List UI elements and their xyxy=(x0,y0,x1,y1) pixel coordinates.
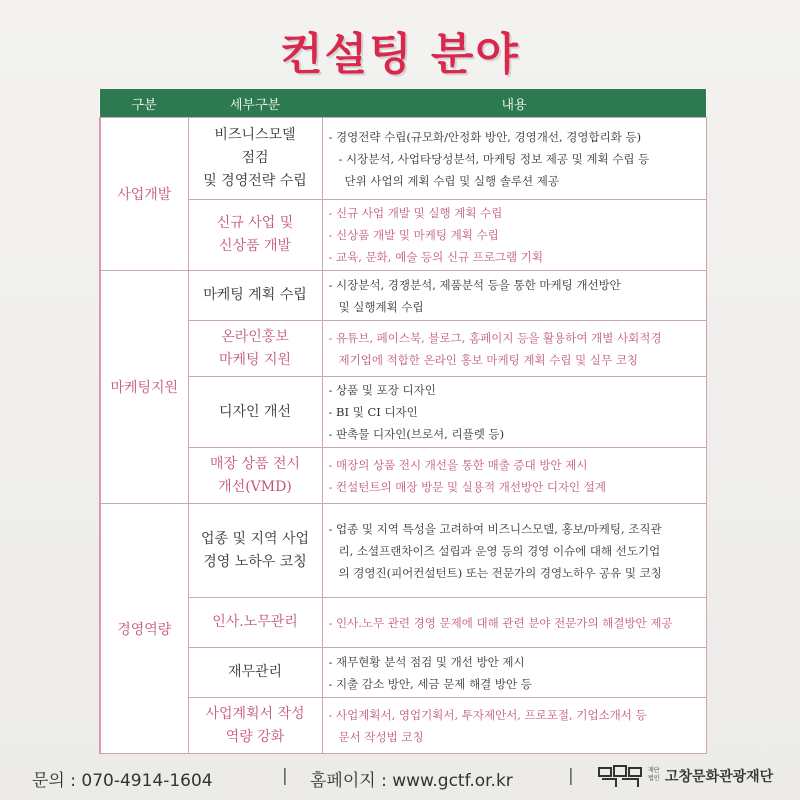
subcategory-cell xyxy=(188,698,322,754)
category-management-capability: 경영역량 xyxy=(100,504,188,754)
content-line: - 매장의 상품 전시 개선을 통한 매출 증대 방안 제시 xyxy=(328,457,588,472)
content-cell xyxy=(322,321,706,377)
org-prefix xyxy=(648,767,660,783)
content-line: - 상품 및 포장 디자인 xyxy=(328,383,436,397)
content-line: - 판촉물 디자인(브로셔, 리플렛 등) xyxy=(328,427,505,441)
content-line: - 유튜브, 페이스북, 블로그, 홈페이지 등을 활용하여 개별 사회적경 xyxy=(328,330,662,345)
consulting-table xyxy=(99,89,707,754)
org-name: 고창문화관광재단 xyxy=(665,769,774,785)
content-cell xyxy=(322,504,706,598)
content-line: 제기업에 적합한 온라인 홍보 마케팅 계획 수립 및 실무 코칭 xyxy=(338,352,639,367)
table-row xyxy=(100,698,706,754)
subcategory-cell xyxy=(188,598,322,648)
content-cell xyxy=(322,271,706,321)
subcategory-cell xyxy=(188,448,322,504)
subcategory-cell xyxy=(188,271,322,321)
subcategory-line: 점검 xyxy=(241,150,269,166)
table-header-row xyxy=(100,89,706,118)
subcategory-cell xyxy=(188,504,322,598)
content-line: - 신상품 개발 및 마케팅 계획 수립 xyxy=(328,228,499,242)
content-line: 의 경영진(피어컨설턴트) 또는 전문가의 경영노하우 공유 및 코칭 xyxy=(338,565,662,580)
category-marketing-support: 마케팅지원 xyxy=(100,271,188,504)
subcategory-line: 역량 강화 xyxy=(225,728,285,745)
content-line: - 시장분석, 사업타당성분석, 마케팅 정보 제공 및 계획 수립 등 xyxy=(338,151,650,166)
subcategory-line: 업종 및 지역 사업 xyxy=(200,530,310,547)
table-row xyxy=(100,321,706,377)
subcategory-line: 및 경영전략 수립 xyxy=(203,173,307,189)
content-cell xyxy=(322,118,706,200)
footer-separator: | xyxy=(568,766,574,786)
table-row xyxy=(100,598,706,648)
subcategory-line: 온라인홍보 xyxy=(221,328,289,345)
content-cell xyxy=(322,698,706,754)
content-line: 리, 소셜프랜차이즈 설립과 운영 등의 경영 이슈에 대해 선도기업 xyxy=(338,543,661,558)
subcategory-line: 디자인 개선 xyxy=(218,403,292,420)
subcategory-line: 개선(VMD) xyxy=(218,478,292,495)
subcategory-line: 인사.노무관리 xyxy=(212,614,298,630)
foundation-logo-icon xyxy=(598,765,644,789)
subcategory-line: 신상품 개발 xyxy=(218,238,292,254)
header-content: 내용 xyxy=(322,89,706,118)
subcategory-line: 재무관리 xyxy=(227,664,283,680)
subcategory-line: 경영 노하우 코칭 xyxy=(203,553,307,570)
content-line: - 신규 사업 개발 및 실행 계획 수립 xyxy=(328,206,503,220)
table-row xyxy=(100,504,706,598)
content-line: - 컨설턴트의 매장 방문 및 실용적 개선방안 디자인 설계 xyxy=(328,479,607,494)
content-line: - 업종 및 지역 특성을 고려하여 비즈니스모델, 홍보/마케팅, 조직관 xyxy=(328,521,662,536)
table-row xyxy=(100,648,706,698)
header-subcategory: 세부구분 xyxy=(188,89,322,118)
subcategory-cell xyxy=(188,648,322,698)
content-line: 문서 작성법 코칭 xyxy=(338,729,424,744)
table-row xyxy=(100,271,706,321)
subcategory-line: 매장 상품 전시 xyxy=(209,455,301,472)
org-prefix-line: 법인 xyxy=(648,775,660,782)
content-line: - 지출 감소 방안, 세금 문제 해결 방안 등 xyxy=(328,676,532,691)
content-cell xyxy=(322,377,706,448)
category-business-development: 사업개발 xyxy=(100,118,188,271)
content-cell xyxy=(322,598,706,648)
subcategory-cell xyxy=(188,200,322,271)
content-line: - 경영전략 수립(규모화/안정화 방안, 경영개선, 경영합리화 등) xyxy=(328,129,642,144)
content-line: 및 실행계획 수립 xyxy=(338,299,424,314)
content-line: - 시장분석, 경쟁분석, 제품분석 등을 통한 마케팅 개선방안 xyxy=(328,277,621,292)
content-line: - BI 및 CI 디자인 xyxy=(328,405,418,419)
subcategory-line: 마케팅 지원 xyxy=(218,351,292,368)
subcategory-line: 사업계획서 작성 xyxy=(205,705,305,722)
content-line: - 교육, 문화, 예술 등의 신규 프로그램 기획 xyxy=(328,250,544,264)
homepage-link[interactable]: 홈페이지 : www.gctf.or.kr xyxy=(310,771,513,791)
subcategory-line: 신규 사업 및 xyxy=(216,215,294,231)
header-category: 구분 xyxy=(100,89,188,118)
subcategory-cell xyxy=(188,118,322,200)
subcategory-line: 비즈니스모델 xyxy=(214,127,296,143)
content-cell xyxy=(322,200,706,271)
table-row xyxy=(100,448,706,504)
table-row xyxy=(100,377,706,448)
page-title: 컨설팅 분야 xyxy=(280,29,520,80)
table-row xyxy=(100,118,706,200)
subcategory-cell xyxy=(188,377,322,448)
footer-separator: | xyxy=(282,766,288,786)
subcategory-line: 마케팅 계획 수립 xyxy=(203,287,307,303)
content-cell xyxy=(322,648,706,698)
contact-phone: 문의 : 070-4914-1604 xyxy=(32,771,213,791)
subcategory-cell xyxy=(188,321,322,377)
org-prefix-line: 재단 xyxy=(648,767,660,774)
content-line: - 인사.노무 관련 경영 문제에 대해 관련 분야 전문가의 해결방안 제공 xyxy=(328,615,673,630)
content-line: - 재무현황 분석 점검 및 개선 방안 제시 xyxy=(328,654,525,669)
content-cell xyxy=(322,448,706,504)
content-line: - 사업계획서, 영업기획서, 투자제안서, 프로포절, 기업소개서 등 xyxy=(328,707,647,722)
content-line: 단위 사업의 계획 수립 및 실행 솔루션 제공 xyxy=(344,173,559,188)
table-row xyxy=(100,200,706,271)
